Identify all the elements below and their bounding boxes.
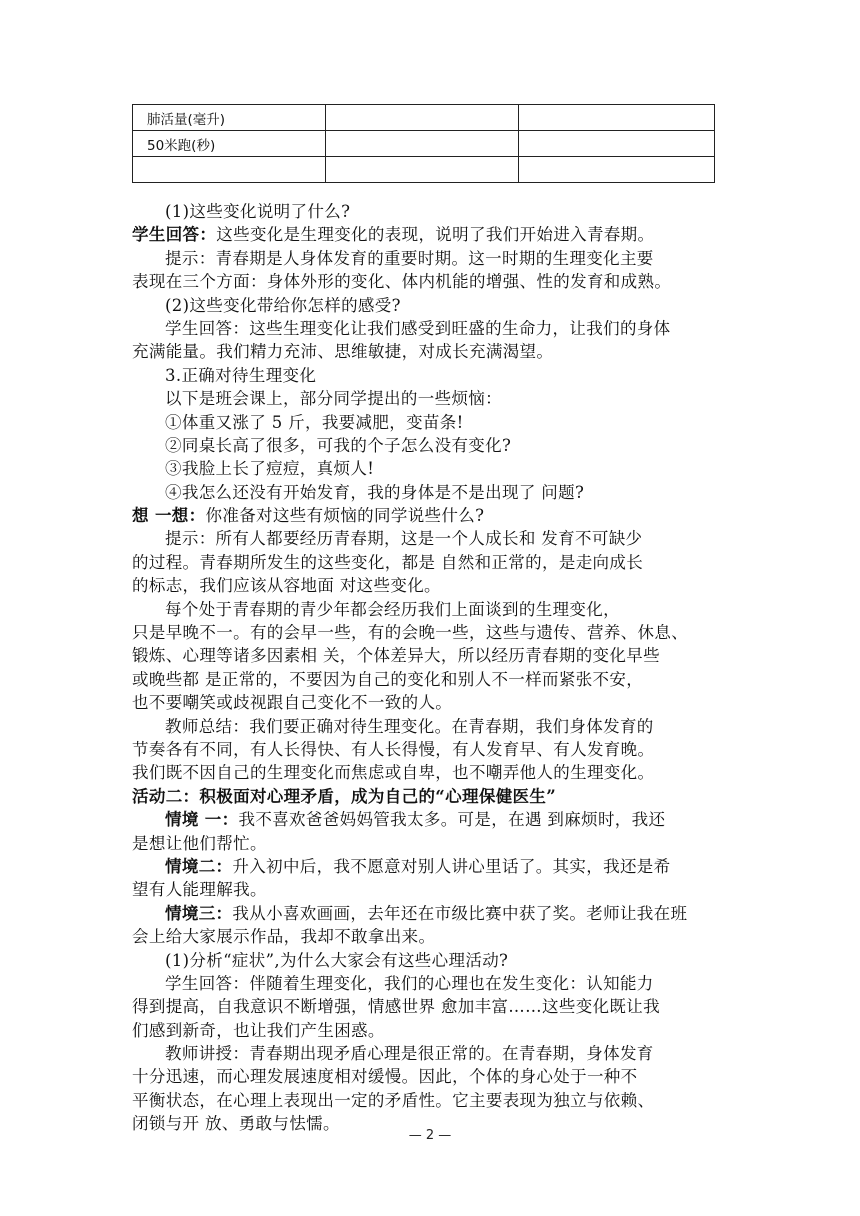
line-text: 这些变化是生理变化的表现，说明了我们开始进入青春期。 — [216, 225, 655, 245]
text-line — [132, 411, 726, 434]
line-text: 教师讲授：青春期出现矛盾心理是很正常的。在青春期，身体发育 — [165, 1044, 654, 1064]
table-cell — [326, 105, 519, 131]
text-line — [132, 925, 726, 948]
line-text: 以下是班会课上，部分同学提出的一些烦恼： — [165, 389, 502, 409]
text-line — [132, 1042, 726, 1065]
line-text: 3.正确对待生理变化 — [165, 365, 317, 385]
text-line — [132, 808, 726, 831]
line-text: ③我脸上长了痘痘，真烦人! — [165, 459, 375, 479]
line-text: 们感到新奇，也让我们产生困惑。 — [132, 1020, 385, 1040]
line-text: 充满能量。我们精力充沛、思维敏捷，对成长充满渴望。 — [132, 342, 554, 362]
line-text: 我不喜欢爸爸妈妈管我太多。可是，在遇 到麻烦时，我还 — [238, 810, 666, 830]
text-line — [132, 434, 726, 457]
line-text: 望有人能理解我。 — [132, 880, 267, 900]
line-text: 学生回答：这些生理变化让我们感受到旺盛的生命力，让我们的身体 — [165, 318, 671, 338]
text-line — [132, 972, 726, 995]
line-text: 的过程。青春期所发生的这些变化，都是 自然和正常的，是走向成长 — [132, 552, 644, 572]
text-line — [132, 785, 726, 808]
table-cell — [326, 131, 519, 157]
text-line — [132, 527, 726, 550]
text-line — [132, 317, 726, 340]
table-cell: 50米跑(秒) — [133, 131, 326, 157]
line-text: 是想让他们帮忙。 — [132, 833, 267, 853]
text-line — [132, 387, 726, 410]
text-line — [132, 949, 726, 972]
line-text: (1)这些变化说明了什么? — [165, 202, 351, 221]
line-text: 提示：所有人都要经历青春期，这是一个人成长和 发育不可缺少 — [165, 529, 643, 549]
text-line — [132, 200, 726, 223]
line-text: 提示：青春期是人身体发育的重要时期。这一时期的生理变化主要 — [165, 248, 654, 268]
line-text: 会上给大家展示作品，我却不敢拿出来。 — [132, 927, 436, 947]
text-line — [132, 644, 726, 667]
line-text: 升入初中后，我不愿意对别人讲心里话了。其实，我还是希 — [232, 856, 671, 876]
measurement-table — [132, 104, 715, 183]
text-line — [132, 247, 726, 270]
table-row — [133, 105, 715, 131]
page-number: — 2 — — [408, 1128, 452, 1143]
line-text: 或晚些都 是正常的，不要因为自己的变化和别人不一样而紧张不安， — [132, 669, 644, 689]
line-text: 锻炼、心理等诸多因素相 关，个体差异大，所以经历青春期的变化早些 — [132, 646, 660, 666]
text-line — [132, 1089, 726, 1112]
line-text: 我从小喜欢画画，去年还在市级比赛中获了奖。老师让我在班 — [232, 903, 688, 923]
text-line — [132, 832, 726, 855]
text-line — [132, 738, 726, 761]
table-row — [133, 131, 715, 157]
text-line — [132, 855, 726, 878]
line-text: 学生回答：伴随着生理变化，我们的心理也在发生变化：认知能力 — [165, 973, 654, 993]
text-line — [132, 1019, 726, 1042]
text-line — [132, 340, 726, 363]
line-text: 闭锁与开 放、勇敢与怯懦。 — [132, 1114, 340, 1134]
text-line — [132, 621, 726, 644]
bold-lead: 情境三： — [165, 903, 233, 923]
text-line — [132, 551, 726, 574]
line-text: 得到提高，自我意识不断增强，情感世界 愈加丰富……这些变化既让我 — [132, 997, 660, 1017]
text-line — [132, 574, 726, 597]
line-text: (1)分析“症状”,为什么大家会有这些心理活动? — [165, 950, 509, 970]
text-line — [132, 761, 726, 784]
text-line — [132, 481, 726, 504]
line-text: 只是早晚不一。有的会早一些，有的会晚一些，这些与遗传、营养、休息、 — [132, 623, 689, 643]
line-text: 我们既不因自己的生理变化而焦虑或自卑，也不嘲弄他人的生理变化。 — [132, 763, 655, 783]
line-text: ①体重又涨了 5 斤，我要减肥，变苗条! — [165, 412, 464, 432]
bold-lead: 想 一想： — [132, 506, 206, 526]
text-line — [132, 457, 726, 480]
line-text: 也不要嘲笑或歧视跟自己变化不一致的人。 — [132, 693, 453, 713]
text-line — [132, 504, 726, 527]
text-line — [132, 1065, 726, 1088]
line-text: 教师总结：我们要正确对待生理变化。在青春期，我们身体发育的 — [165, 716, 654, 736]
bold-lead: 活动二：积极面对心理矛盾，成为自己的“心理保健医生” — [132, 786, 557, 806]
bold-lead: 情境 一： — [165, 810, 239, 830]
table-cell — [519, 105, 715, 131]
text-line — [132, 878, 726, 901]
text-line — [132, 364, 726, 387]
body-text — [132, 200, 726, 1136]
text-line — [132, 668, 726, 691]
text-line — [132, 902, 726, 925]
text-line — [132, 715, 726, 738]
line-text: 的标志，我们应该从容地面 对这些变化。 — [132, 576, 441, 596]
table-cell — [519, 131, 715, 157]
text-line — [132, 598, 726, 621]
line-text: 表现在三个方面：身体外形的变化、体内机能的增强、性的发育和成熟。 — [132, 272, 672, 292]
line-text: 十分迅速，而心理发展速度相对缓慢。因此，个体的身心处于一种不 — [132, 1067, 638, 1087]
table-row — [133, 157, 715, 183]
line-text: ④我怎么还没有开始发育，我的身体是不是出现了 问题? — [165, 482, 585, 502]
bold-lead: 情境二： — [165, 856, 233, 876]
bold-lead: 学生回答： — [132, 225, 217, 245]
text-line — [132, 223, 726, 246]
line-text: 你准备对这些有烦恼的同学说些什么? — [205, 506, 485, 526]
line-text: 每个处于青春期的青少年都会经历我们上面谈到的生理变化， — [165, 599, 620, 619]
table-cell — [519, 157, 715, 183]
text-line — [132, 294, 726, 317]
table-cell — [133, 157, 326, 183]
line-text: 平衡状态，在心理上表现出一定的矛盾性。它主要表现为独立与依赖、 — [132, 1090, 655, 1110]
text-line — [132, 995, 726, 1018]
text-line — [132, 270, 726, 293]
table-cell — [326, 157, 519, 183]
text-line — [132, 691, 726, 714]
line-text: (2)这些变化带给你怎样的感受? — [165, 295, 401, 315]
line-text: ②同桌长高了很多，可我的个子怎么没有变化? — [165, 435, 512, 455]
line-text: 节奏各有不同，有人长得快、有人长得慢，有人发育早、有人发育晚。 — [132, 739, 655, 759]
table-cell: 肺活量(毫升) — [133, 105, 326, 131]
